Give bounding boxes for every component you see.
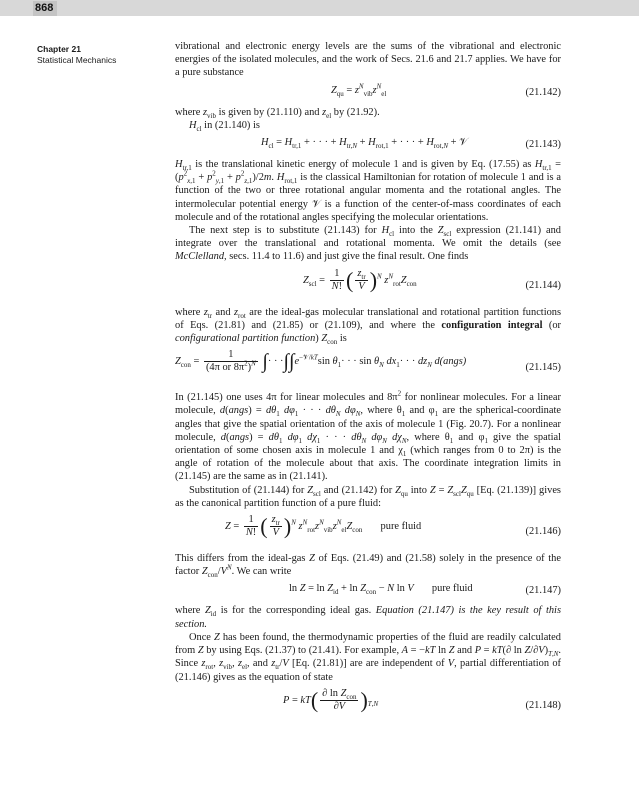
paragraph: where $z_{vib}$ is given by (21.110) and $z_{el}$ by (21.92). [175, 106, 380, 120]
paragraph: vibrational and electronic energy levels are the sums of the vibrational and electronic energies of the isolated molecules, and the work of Secs. 21.6 and 21.7 applies. We have for a pure substance [175, 41, 561, 79]
equation-number: (21.144) [525, 279, 561, 291]
chapter-title: Statistical Mechanics [37, 55, 117, 65]
page-number: 868 [33, 1, 57, 16]
equation-number: (21.143) [525, 139, 561, 151]
paragraph: where $z_{tr}$ and $z_{rot}$ are the ideal-gas molecular translational and rotational partition functions of Eqs. (21.81) and (21.85) or (21.109), and where the configuration integral (or configurational partition function) $Z_{con}$ is [175, 306, 562, 347]
equation-21-148: P = kT( $\frac{\partial \ln Z_{con}}{\partial V}$ )$_{T,N}$ (21.148) [283, 687, 561, 713]
chapter-sidebar [37, 44, 116, 66]
equation-21-144: $Z_{scl}$ = $\frac{1}{N!}$ ( $\frac{z_{tr}}{V}$ )$^N$ $z^N_{rot}Z_{con}$ (21.144) [303, 267, 561, 293]
chapter-label: Chapter 21 [37, 44, 81, 54]
equation-number: (21.145) [525, 362, 561, 374]
equation-21-143: $H_{cl} = H_{tr,1}$ + · · · + $H_{tr,N} + H_{rot,1}$ + · · · + $H_{rot,N}$ + 𝒱 (21.143) [261, 137, 561, 151]
paragraph: Substitution of (21.144) for $Z_{scl}$ and (21.142) for $Z_{qu}$ into $Z = Z_{scl}Z_{qu}$ [Eq. (21.139)] gives as the canonical partition function of a pure fluid: [175, 484, 561, 509]
equation-number: (21.148) [525, 699, 561, 711]
paragraph: Once Z has been found, the thermodynamic properties of the fluid are readily calculated from Z by using Eqs. (21.37) to (21.41). For example, A = −kT ln Z and P = kT(∂ $\ln Z/\partial V)_{T,N}$. Since $z_{rot}$, $z_{vib}$, $z_{el}$, and $z_{tr}/V$ [Eq. (21.81)] are are independent of V, partial differentiation of (21.146) gives as the equation of state [175, 631, 562, 683]
paragraph: This differs from the ideal-gas Z of Eqs. (21.49) and (21.58) solely in the presence of the factor $Z_{con}/V^N$. We can write [175, 553, 561, 580]
paragraph: In (21.145) one uses 4π for linear molecules and $8\pi^2$ for nonlinear molecules. For a linear molecule, d(angs) = $d\theta_1$ $d\varphi_1$ · · · $d\theta_N$ $d\varphi_N$, where $\theta_1$ and $\varphi_1$ are the spherical-coordinate angles that give the spatial orientation of the axis of molecule 1 (Fig. 20.7). For a nonlinear molecule, d(angs) = $d\theta_1$ $d\varphi_1$ $d\chi_1$ · · · $d\theta_N$ $d\varphi_N$ $d\chi_N$, where $\theta_1$ and $\varphi_1$ give the spatial orientation of some chosen axis in molecule 1 and $\chi_1$ (which ranges from 0 to 2π) is the angle of rotation of the molecule about that axis. The coordinate integration limits in (21.145) are the same as in (21.141). [175, 389, 561, 483]
body-text-column [175, 40, 561, 726]
paragraph: $H_{tr,1}$ is the translational kinetic energy of molecule 1 and is given by Eq. (17.55) as $H_{tr,1} = (p^2_{x,1} + p^2_{y,1} + p^2_{z,1})/2m$. $H_{rot,1}$ is the classical Hamiltonian for rotation of molecule 1 and is a function of the two or three rotational angular momenta and the rotational angles. The intermolecular potential energy 𝒱 is a function of the center-of-mass coordinates of each molecule and of the rotational angles specifying the molecular orientations. [175, 159, 562, 223]
paragraph: The next step is to substitute (21.143) for $H_{cl}$ into the $Z_{scl}$ expression (21.141) and integrate over the translational and rotational momenta. We omit the details (see McClelland, secs. 11.4 to 11.6) and just give the final result. One finds [175, 225, 561, 263]
equation-21-145: $Z_{con}$ = $\frac{1}{(4\pi or 8\pi^2)^N}$ ∫· · $\cdot\int\int e^{-𝒱/kT}\sin$ $\theta_1\cdot$ · · $\sin \theta_N$ $dx_1\cdot$ · · $dz_N$ d(angs) (21.145) [175, 349, 561, 374]
equation-21-142: $Z_{qu} = z^N_{vib}z^N_{el}$ (21.142) [331, 82, 561, 98]
equation-number: (21.147) [525, 585, 561, 597]
page-header-bar [0, 0, 639, 16]
equation-21-147: $\ln Z = \ln Z_{id} + \ln Z_{con} - N$ ln V pure fluid (21.147) [289, 583, 561, 597]
paragraph: $H_{cl}$ in (21.140) is [189, 119, 260, 133]
equation-number: (21.142) [525, 86, 561, 98]
equation-number: (21.146) [525, 526, 561, 538]
paragraph: where $Z_{id}$ is for the corresponding ideal gas. Equation (21.147) is the key result of this section. [175, 605, 561, 630]
equation-21-146: Z = $\frac{1}{N!}$ ( $\frac{z_{tr}}{V}$ )$^N$ $z^N_{rot}z^N_{vib}z^N_{el}Z_{con}$ pure fluid (21.146) [225, 513, 561, 539]
